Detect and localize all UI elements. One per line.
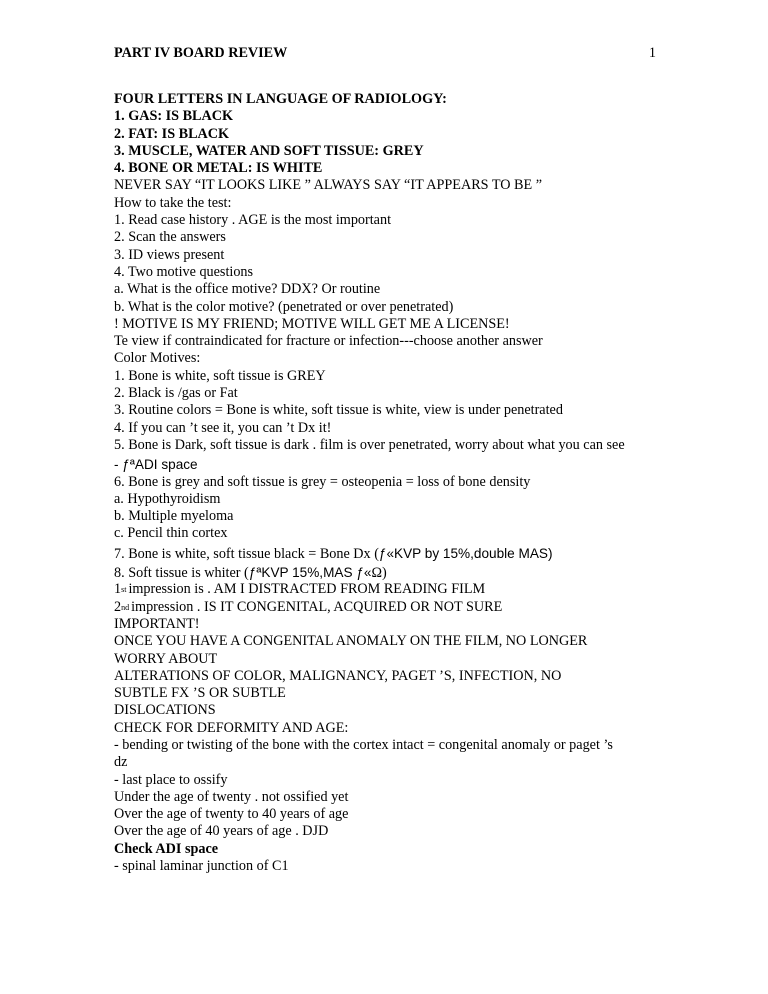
text-line: Over the age of 40 years of age . DJD: [114, 823, 329, 840]
text-line: DISLOCATIONS: [114, 702, 216, 719]
text-line: Color Motives:: [114, 350, 201, 367]
page-number: 1: [648, 45, 656, 61]
text-line: [114, 599, 674, 616]
text-line: How to take the test:: [114, 194, 232, 211]
text-line: IMPORTANT!: [114, 615, 200, 632]
text-line: ! MOTIVE IS MY FRIEND; MOTIVE WILL GET ME A LICENSE!: [114, 315, 510, 332]
text-line: - last place to ossify: [114, 771, 228, 788]
text-line: - bending or twisting of the bone with the cortex intact = congenital anomaly or paget ’s: [114, 736, 613, 753]
heading-line: 4. BONE OR METAL: IS WHITE: [114, 160, 323, 177]
heading-line: FOUR LETTERS IN LANGUAGE OF RADIOLOGY:: [114, 91, 447, 107]
text-line: 1. Bone is white, soft tissue is GREY: [114, 367, 326, 384]
text-segment: Ω): [371, 565, 387, 582]
heading-line: 1. GAS: IS BLACK: [114, 108, 234, 125]
text-line: a. What is the office motive? DDX? Or routine: [114, 281, 381, 298]
text-line: NEVER SAY “IT LOOKS LIKE ” ALWAYS SAY “IT APPEARS TO BE ”: [114, 177, 543, 194]
text-line: 6. Bone is grey and soft tissue is grey = osteopenia = loss of bone density: [114, 473, 531, 490]
text-line: b. What is the color motive? (penetrated or over penetrated): [114, 298, 454, 315]
heading-line: Check ADI space: [114, 840, 219, 857]
page-header: [114, 44, 656, 62]
text-line: Over the age of twenty to 40 years of age: [114, 806, 349, 823]
text-line: ALTERATIONS OF COLOR, MALIGNANCY, PAGET ’S, INFECTION, NO: [114, 667, 562, 684]
text-line: 3. Routine colors = Bone is white, soft tissue is white, view is under penetrated: [114, 402, 563, 419]
text-line: b. Multiple myeloma: [114, 508, 234, 525]
text-line: [114, 564, 674, 581]
text-segment-sans: ƒªKVP 15%,MAS ƒ«: [248, 565, 372, 581]
heading-line: 3. MUSCLE, WATER AND SOFT TISSUE: GREY: [114, 142, 424, 159]
text-line: CHECK FOR DEFORMITY AND AGE:: [114, 719, 349, 736]
text-line: a. Hypothyroidism: [114, 490, 221, 507]
text-line: 2. Scan the answers: [114, 229, 226, 246]
text-segment: 2: [114, 598, 122, 615]
text-line: c. Pencil thin cortex: [114, 525, 228, 542]
document-body: [114, 91, 674, 875]
ordinal-superscript: nd: [121, 602, 130, 612]
text-line: [114, 581, 674, 598]
heading-line: 2. FAT: IS BLACK: [114, 125, 230, 142]
document-title: PART IV BOARD REVIEW: [114, 45, 288, 61]
text-segment: impression is . AM I DISTRACTED FROM READING FILM: [128, 581, 486, 598]
text-line: ONCE YOU HAVE A CONGENITAL ANOMALY ON THE FILM, NO LONGER: [114, 633, 588, 650]
text-line: Under the age of twenty . not ossified yet: [114, 788, 349, 805]
text-line: Te view if contraindicated for fracture or infection---choose another answer: [114, 333, 543, 350]
text-line: 4. If you can ’t see it, you can ’t Dx it!: [114, 419, 332, 436]
text-segment: impression . IS IT CONGENITAL, ACQUIRED OR NOT SURE: [131, 598, 503, 615]
text-line: 2. Black is /gas or Fat: [114, 385, 238, 402]
text-line: dz: [114, 754, 128, 771]
text-line: 4. Two motive questions: [114, 263, 254, 280]
text-line: - spinal laminar junction of C1: [114, 858, 289, 875]
text-line: SUBTLE FX ’S OR SUBTLE: [114, 685, 286, 702]
text-line: [114, 545, 674, 562]
ordinal-superscript: st: [121, 585, 127, 595]
text-line: 5. Bone is Dark, soft tissue is dark . film is over penetrated, worry about what you can see: [114, 436, 625, 453]
text-segment: 7. Bone is white, soft tissue black = Bone Dx (: [114, 545, 379, 562]
text-line: WORRY ABOUT: [114, 650, 218, 667]
text-segment-sans: ƒ«KVP by 15%,double MAS): [378, 545, 553, 561]
text-line: 1. Read case history . AGE is the most important: [114, 212, 392, 229]
text-line: 3. ID views present: [114, 246, 225, 263]
text-line: - ƒªADI space: [114, 457, 198, 473]
text-segment: 1: [114, 581, 122, 598]
text-segment: 8. Soft tissue is whiter (: [114, 565, 249, 582]
